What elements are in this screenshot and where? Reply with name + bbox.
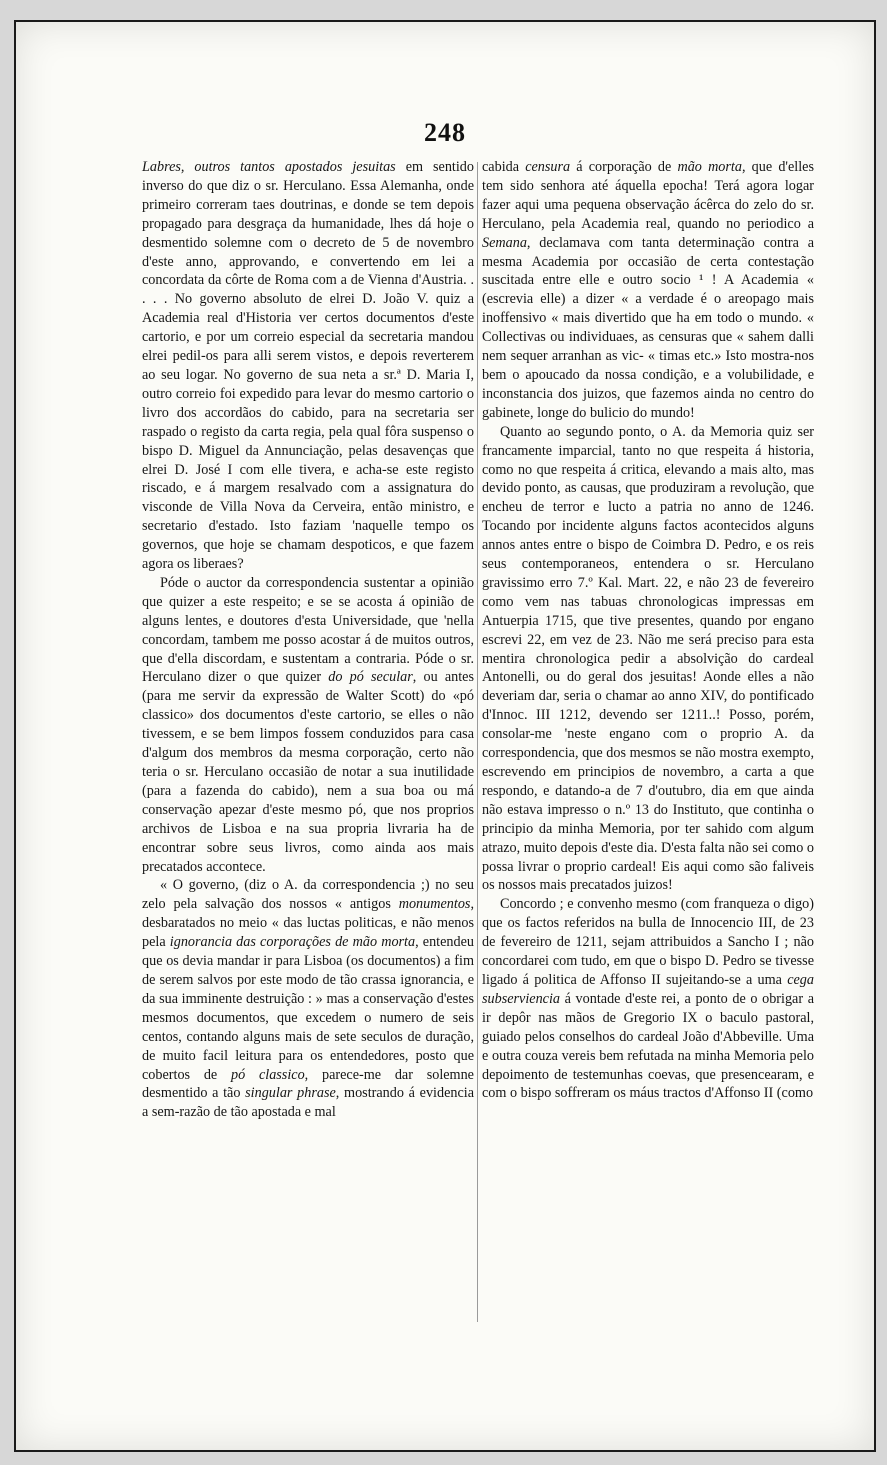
text-run: , desbaratados no meio « das luctas politicas, e não menos pela bbox=[142, 896, 474, 951]
paragraph bbox=[142, 574, 474, 877]
italic-text: monumentos bbox=[398, 896, 471, 913]
text-run: « O governo, (diz o A. da correspondencia ;) no seu zelo pela salvação dos nossos « antigos bbox=[142, 877, 474, 913]
text-run: , que d'elles tem sido senhora até áquella epocha! Terá agora logar fazer aqui uma pequena observação ácêrca do zelo do sr. Herculano, pela Academia real, quando no periodico a bbox=[482, 159, 814, 232]
left-column bbox=[142, 158, 474, 1122]
italic-text: Semana bbox=[482, 234, 527, 251]
column-divider bbox=[477, 162, 478, 1322]
italic-text: pó classico bbox=[231, 1066, 305, 1083]
document-page bbox=[14, 20, 876, 1452]
text-run: , ou antes (para me servir da expressão de Walter Scott) do «pó classico» dos documentos d'este cartorio, se elles o não tivessem, e se bem limpos fossem conduzidos para casa d'algum dos membros da mesma corporação, certo não teria o sr. Herculano occasião de notar a sua inutilidade (para a fazenda do cabido), nem a sua boa ou má conservação apezar d'este mesmo pó, que nos proprios archivos de Lisboa e na sua propria livraria ha de encontrar sobre seus livros, como ainda aos mais precatados accontece. bbox=[142, 669, 474, 875]
text-run: , parece-me dar solemne desmentido a tão bbox=[142, 1066, 474, 1102]
page-number: 248 bbox=[424, 118, 466, 147]
paragraph bbox=[482, 423, 814, 896]
text-run: cabida bbox=[482, 159, 526, 175]
text-run: Quanto ao segundo ponto, o A. da Memoria quiz ser francamente imparcial, tanto no que respeita á historia, como no que respeita á critica, elevando a mais alto, mas devido ponto, as causas, que produziram a revolução, que encheu de terror e lucto a patria no anno de 1246. Tocando por incidente alguns factos acontecidos alguns annos antes entre o bispo de Coimbra D. Pedro, e os reis seus contemporaneos, entendera o sr. Herculano gravissimo erro 7.º Kal. Mart. 22, e não 23 de fevereiro como vem nas tabuas chronologicas impressas em Antuerpia 1715, que tive presentes, quando por engano escrevi 22, em vez de 23. Não me será preciso para esta mentira chronologica pedir a absolvição do cardeal Antonelli, ou do geral dos jesuitas! Aonde elles a não deveriam dar, seria o chamar ao anno XIV, do pontificado d'Innoc. III 1212, devendo ser 1211..! Posso, porém, consolar-me 'neste engano com o proprio A. da correspondencia, que dos mesmos se não mostra exempto, escrevendo em principios de novembro, a carta a que respondo, e datando-a de 7 d'outubro, dia em que ainda não estava impresso o n.º 13 do Instituto, que continha o principio da minha Memoria, por ter sahido com algum atrazo, muito depois d'este dia. D'esta falta não sei como o possa livrar o proprio cardeal! Eis aqui como são faliveis os nossos mais precatados juizos! bbox=[482, 423, 814, 894]
text-run: Concordo ; e convenho mesmo (com franqueza o digo) que os factos referidos na bulla de Innocencio III, de 23 de fevereiro de 1211, sejam attribuidos a Sancho I ; não concordarei com tudo, em que o bispo D. Pedro se tivesse ligado á politica de Affonso II sujeitando-se a uma bbox=[482, 896, 814, 988]
text-run: , entendeu que os devia mandar ir para Lisboa (os documentos) a fim de serem salvos por este modo de tão crassa ignorancia, e da sua imminente destruição : » mas a conservação d'estes mesmos documentos, que excedem o numero de seis centos, contando alguns mais de sete seculos de duração, de muito facil leitura para os entendedores, posto que cobertos de bbox=[142, 934, 474, 1083]
italic-text: do pó secular bbox=[328, 669, 413, 686]
italic-text: Labres, outros tantos apostados jesuitas bbox=[142, 159, 396, 175]
italic-text: ignorancia das corporações de mão morta bbox=[169, 934, 416, 951]
text-run: Póde o auctor da correspondencia sustentar a opinião que quizer a este respeito; e se se acosta á opinião de alguns lentes, e doutores d'esta Universidade, que 'nella concordam, tambem me posso acostar á de muitos outros, que d'ella discordam, e sustentam a contraria. Póde o sr. Herculano dizer o que quizer bbox=[142, 574, 474, 686]
text-run: á vontade d'este rei, a ponto de o obrigar a ir depôr nas mãos de Gregorio IX o baculo pastoral, guiado pelos conselhos do cardeal João d'Abbeville. Uma e outra couza vereis bem refutada na minha Memoria pelo depoimento de testemunhas coevas, que presencearam, e com o bispo soffreram os máus tractos d'Affonso II (como bbox=[482, 990, 814, 1102]
paragraph bbox=[482, 895, 814, 1103]
text-run: em sentido inverso do que diz o sr. Herculano. Essa Alemanha, onde primeiro correram taes doutrinas, e donde se tem depois propagado para desgraça da humanidade, lhes dá hoje o desmentido solemne com o decreto de 5 de novembro d'este anno, approvando, e convertendo em lei a concordata da côrte de Roma com a de Vienna d'Austria. . . . . No governo absoluto de elrei D. João V. quiz a Academia real d'Historia ver certos documentos d'este cartorio, e por um correio especial da secretaria mandou elrei pedil-os para alli serem vistos, e depois reverterem ao seu logar. No governo de sua neta a sr.ª D. Maria I, outro correio foi expedido para levar do mesmo cartorio o livro dos accordãos do cabido, para na secretaria ser raspado o registo da carta regia, pela qual fôra suspenso o bispo D. Miguel da Annunciação, pelas desavenças que elrei D. José I com elle tivera, e acha-se este registo riscado, e á margem resalvado com a assignatura do visconde de Villa Nova da Cerveira, então ministro, e secretario d'estado. Isto faziam 'naquelle tempo os governos, que hoje se chamam despoticos, e que fazem agora os liberaes? bbox=[142, 159, 474, 573]
text-run: , declamava com tanta determinação contra a mesma Academia por occasião de certa contestação suscitada entre elle e outro socio ¹ ! A Academia « (escrevia elle) a dizer « a verdade é o areopago mais inoffensivo « mais divertido que ha em todo o mundo. « Collectivas ou individuaes, as censuras que « sahem dalli nem sequer arranhan as vic- « timas etc.» Isto mostra-nos bem o apoucado da nossa condição, e a volubilidade, e inconstancia dos juizos, que fazemos ainda no centro do gabinete, longe do bulicio do mundo! bbox=[482, 234, 814, 421]
italic-text: censura bbox=[525, 159, 571, 175]
paragraph bbox=[482, 158, 814, 423]
text-run: , mostrando á evidencia a sem-razão de tão apostada e mal bbox=[142, 1085, 475, 1121]
italic-text: cega subserviencia bbox=[482, 971, 814, 1007]
right-column bbox=[482, 158, 814, 1103]
text-run: á corporação de bbox=[570, 159, 678, 175]
italic-text: mão morta bbox=[677, 159, 742, 175]
paragraph bbox=[142, 158, 474, 574]
paragraph bbox=[142, 876, 474, 1122]
italic-text: singular phrase bbox=[245, 1085, 336, 1102]
